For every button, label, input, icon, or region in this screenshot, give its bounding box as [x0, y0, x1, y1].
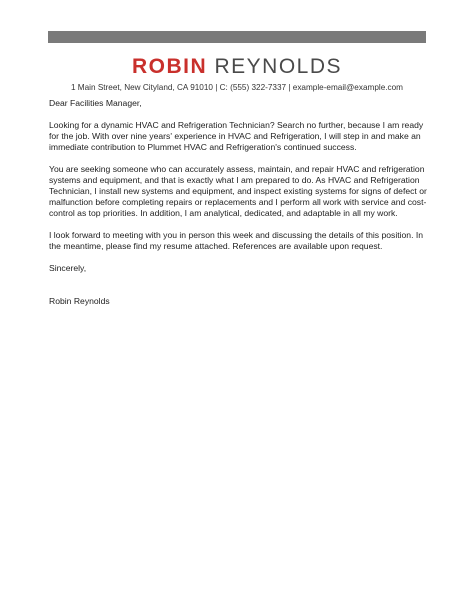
- paragraph-qualifications: You are seeking someone who can accurately assess, maintain, and repair HVAC and refrigeration systems and equipment, and that is exactly what I am prepared to do. As HVAC and Refrigeration Technician, I install new systems and equipment, and inspect existing systems for signs of defect or malfunction before completing repairs or replacements and I perform all work with service and cost-control as top priorities. In addition, I am analytical, dedicated, and adaptable in all my work.: [49, 164, 427, 218]
- applicant-name: [0, 55, 474, 79]
- applicant-last-name: REYNOLDS: [214, 55, 343, 78]
- signature: Robin Reynolds: [49, 296, 110, 306]
- paragraph-closing: I look forward to meeting with you in person this week and discussing the details of this position. In the meantime, please find my resume attached. References are available upon request.: [49, 230, 424, 251]
- letter-body: [49, 98, 429, 318]
- header-divider-bar: [48, 31, 426, 43]
- applicant-first-name: ROBIN: [131, 55, 208, 78]
- closing: Sincerely,: [49, 263, 87, 273]
- salutation: Dear Facilities Manager,: [49, 98, 142, 108]
- paragraph-intro: Looking for a dynamic HVAC and Refrigeration Technician? Search no further, because I am ready for the job. With over nine years' experience in HVAC and Refrigeration, I will step in and make an immediate contribution to Plummet HVAC and Refrigeration's continued success.: [49, 120, 424, 152]
- contact-info: 1 Main Street, New Cityland, CA 91010 | C: (555) 322-7337 | example-email@example.com: [70, 83, 404, 92]
